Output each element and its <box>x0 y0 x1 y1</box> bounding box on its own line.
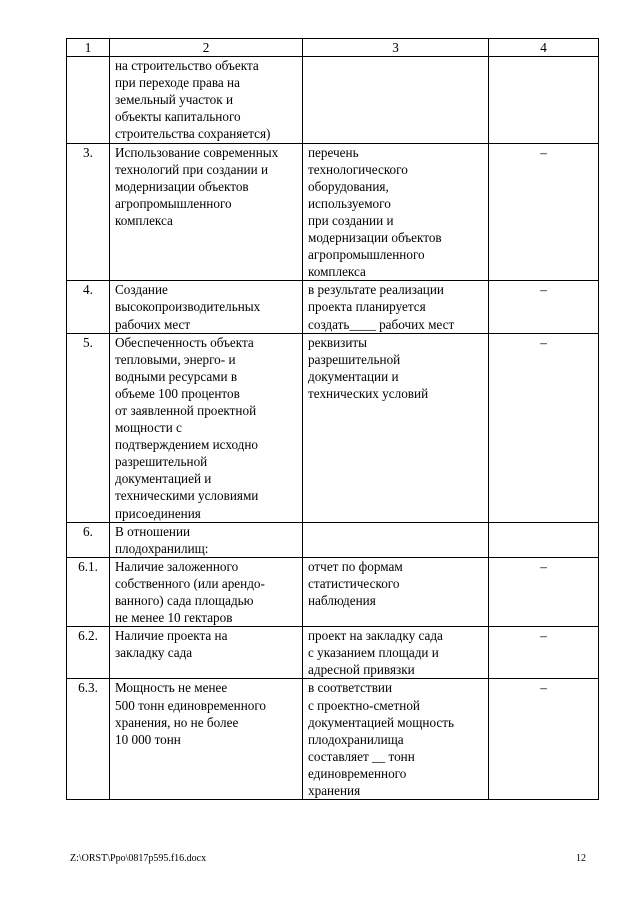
score-cell: – <box>489 679 599 800</box>
evidence-text-line: разрешительной <box>308 351 401 367</box>
header-col-3: 3 <box>303 39 489 57</box>
evidence-text-line: в результате реализации <box>308 282 444 298</box>
evidence-cell <box>303 57 489 143</box>
criterion-text-line: на строительство объекта <box>115 58 259 74</box>
evidence-cell <box>303 557 489 626</box>
criterion-text-line: высокопроизводительных <box>115 299 261 315</box>
criterion-text-line: 500 тонн единовременного <box>115 697 267 713</box>
score-cell: – <box>489 333 599 522</box>
evidence-text-line: хранения <box>308 783 361 799</box>
table-row <box>67 57 599 143</box>
criterion-text-line: закладку сада <box>115 645 193 661</box>
evidence-text-line: наблюдения <box>308 593 376 608</box>
score-cell: – <box>489 557 599 626</box>
criterion-text-line: плодохранилищ: <box>115 540 209 556</box>
score-cell: – <box>489 143 599 281</box>
evidence-text-line: при создании и <box>308 212 394 228</box>
evidence-text-line: составляет __ тонн <box>308 748 415 764</box>
criterion-text-line: не менее 10 гектаров <box>115 610 233 626</box>
criterion-text-line: водными ресурсами в <box>115 368 238 384</box>
criterion-cell <box>110 522 303 557</box>
criterion-cell <box>110 627 303 679</box>
evidence-text-line: технологического <box>308 161 408 177</box>
evidence-text-line: комплекса <box>308 264 366 280</box>
evidence-text-line: статистического <box>308 575 400 591</box>
criterion-text-line: комплекса <box>115 212 173 228</box>
table-row <box>67 679 599 800</box>
evidence-text-line: проекта планируется <box>308 299 426 315</box>
criterion-text-line: при переходе права на <box>115 75 240 91</box>
criterion-text-line: Наличие заложенного <box>115 558 239 574</box>
row-number: 6.1. <box>67 557 110 626</box>
row-number: 5. <box>67 333 110 522</box>
evidence-cell <box>303 522 489 557</box>
score-cell <box>489 57 599 143</box>
criterion-text-line: хранения, но не более <box>115 714 239 730</box>
criterion-text-line: разрешительной <box>115 454 208 470</box>
evidence-cell <box>303 281 489 333</box>
table-row <box>67 522 599 557</box>
evidence-text-line: создать____ рабочих мест <box>308 316 455 332</box>
evidence-cell <box>303 627 489 679</box>
evidence-text-line: отчет по формам <box>308 558 403 574</box>
criterion-cell <box>110 281 303 333</box>
row-number: 4. <box>67 281 110 333</box>
criterion-text-line: строительства сохраняется) <box>115 126 271 142</box>
evidence-text-line: единовременного <box>308 765 407 781</box>
row-number: 3. <box>67 143 110 281</box>
table-row <box>67 557 599 626</box>
criterion-text-line: Использование современных <box>115 144 279 160</box>
evidence-text-line: технических условий <box>308 385 429 401</box>
table-body <box>67 57 599 800</box>
criterion-text-line: технологий при создании и <box>115 161 269 177</box>
footer-page-number: 12 <box>576 853 586 864</box>
criterion-text-line: объекты капитального <box>115 109 241 125</box>
table-row <box>67 281 599 333</box>
header-col-2: 2 <box>110 39 303 57</box>
evidence-cell <box>303 143 489 281</box>
evidence-text-line: плодохранилища <box>308 731 404 747</box>
criterion-text-line: Обеспеченность объекта <box>115 334 254 350</box>
evidence-text-line: используемого <box>308 195 391 211</box>
criterion-cell <box>110 57 303 143</box>
evidence-text-line: оборудования, <box>308 178 389 194</box>
evidence-text-line: агропромышленного <box>308 247 425 263</box>
score-cell: – <box>489 627 599 679</box>
criterion-text-line: подтверждением исходно <box>115 437 259 453</box>
row-number <box>67 57 110 143</box>
table-row <box>67 333 599 522</box>
evidence-text-line: проект на закладку сада <box>308 628 443 644</box>
criterion-cell <box>110 143 303 281</box>
criterion-text-line: земельный участок и <box>115 92 234 108</box>
score-cell: – <box>489 281 599 333</box>
criterion-text-line: тепловыми, энерго- и <box>115 351 236 367</box>
row-number: 6. <box>67 522 110 557</box>
requirements-table <box>66 38 599 800</box>
evidence-cell <box>303 333 489 522</box>
criterion-text-line: документацией и <box>115 471 212 487</box>
criterion-text-line: агропромышленного <box>115 195 232 211</box>
criterion-text-line: присоединения <box>115 505 201 521</box>
criterion-text-line: техническими условиями <box>115 488 259 504</box>
criterion-cell <box>110 557 303 626</box>
criterion-text-line: объеме 100 процентов <box>115 385 240 401</box>
evidence-text-line: в соответствии <box>308 680 393 696</box>
header-col-4: 4 <box>489 39 599 57</box>
criterion-text-line: Создание <box>115 282 168 298</box>
table-row <box>67 627 599 679</box>
criterion-text-line: Мощность не менее <box>115 680 228 696</box>
evidence-text-line: перечень <box>308 144 359 160</box>
evidence-text-line: документацией мощность <box>308 714 455 730</box>
evidence-text-line: модернизации объектов <box>308 230 442 246</box>
table-row <box>67 143 599 281</box>
criterion-text-line: от заявленной проектной <box>115 402 257 418</box>
row-number: 6.2. <box>67 627 110 679</box>
criterion-text-line: модернизации объектов <box>115 178 249 194</box>
table-header-row <box>67 39 599 57</box>
row-number: 6.3. <box>67 679 110 800</box>
evidence-text-line: с указанием площади и <box>308 645 439 661</box>
evidence-text-line: реквизиты <box>308 334 368 350</box>
criterion-text-line: Наличие проекта на <box>115 628 228 644</box>
criterion-text-line: В отношении <box>115 523 191 539</box>
criterion-text-line: ванного) сада площадью <box>115 593 254 608</box>
criterion-text-line: собственного (или арендо- <box>115 575 265 591</box>
score-cell <box>489 522 599 557</box>
evidence-cell <box>303 679 489 800</box>
criterion-text-line: мощности с <box>115 420 182 436</box>
evidence-text-line: с проектно-сметной <box>308 697 420 713</box>
footer-file-path: Z:\ORST\Ppo\0817p595.f16.docx <box>70 853 207 864</box>
evidence-text-line: документации и <box>308 368 399 384</box>
evidence-text-line: адресной привязки <box>308 662 415 678</box>
criterion-cell <box>110 679 303 800</box>
header-col-1: 1 <box>67 39 110 57</box>
criterion-text-line: рабочих мест <box>115 316 191 332</box>
criterion-cell <box>110 333 303 522</box>
criterion-text-line: 10 000 тонн <box>115 731 181 747</box>
